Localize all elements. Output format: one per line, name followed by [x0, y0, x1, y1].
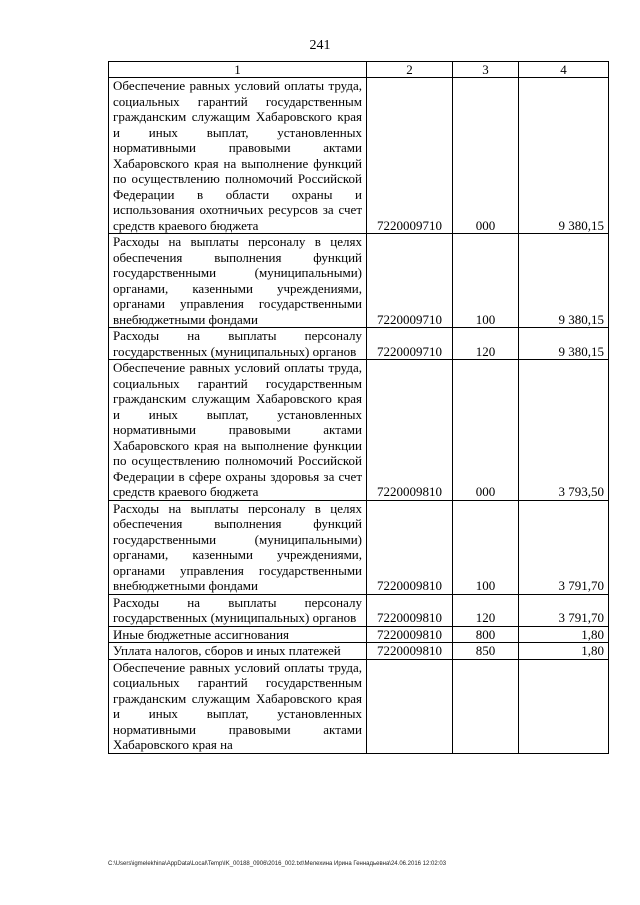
row-amount: 3 791,70: [519, 594, 609, 626]
row-description: Расходы на выплаты персоналу государственных (муниципальных) органов: [109, 328, 367, 360]
row-type: 800: [453, 626, 519, 643]
row-code: 7220009810: [367, 360, 453, 501]
row-description: Обеспечение равных условий оплаты труда, социальных гарантий государственным гражданским служащим Хабаровского края и иных выплат, установленных нормативными правовыми актами Хабаровского края на выполнение функции по осуществлению полномочий Российской Федерации в сфере охраны здоровья за счет средств краевого бюджета: [109, 360, 367, 501]
row-type: 120: [453, 328, 519, 360]
row-amount: 3 793,50: [519, 360, 609, 501]
row-code: 7220009710: [367, 234, 453, 328]
page-number: 241: [309, 38, 331, 53]
table-row: [109, 643, 609, 660]
budget-table: [108, 61, 609, 754]
row-description: Расходы на выплаты персоналу в целях обеспечения выполнения функций государственными (муниципальными) органами, казенными учреждениями, органами управления государственными внебюджетными фондами: [109, 500, 367, 594]
row-amount: 1,80: [519, 626, 609, 643]
row-type: 000: [453, 360, 519, 501]
row-code: 7220009810: [367, 500, 453, 594]
row-type: 100: [453, 500, 519, 594]
row-code: 7220009810: [367, 594, 453, 626]
column-header: 4: [519, 62, 609, 78]
row-code: 7220009810: [367, 626, 453, 643]
header-row: [109, 62, 609, 78]
row-type: [453, 659, 519, 753]
table-row: [109, 78, 609, 234]
column-header: 1: [109, 62, 367, 78]
row-type: 120: [453, 594, 519, 626]
table-row: [109, 234, 609, 328]
row-description: Расходы на выплаты персоналу государственных (муниципальных) органов: [109, 594, 367, 626]
row-amount: 1,80: [519, 643, 609, 660]
row-amount: 9 380,15: [519, 328, 609, 360]
column-header: 3: [453, 62, 519, 78]
table-row: [109, 659, 609, 753]
row-description: Обеспечение равных условий оплаты труда, социальных гарантий государственным гражданским служащим Хабаровского края и иных выплат, установленных нормативными правовыми актами Хабаровского края на выполнение функций по осуществлению полномочий Российской Федерации в области охраны и использования охотничьих ресурсов за счет средств краевого бюджета: [109, 78, 367, 234]
row-amount: 9 380,15: [519, 78, 609, 234]
table-row: [109, 328, 609, 360]
row-amount: 3 791,70: [519, 500, 609, 594]
column-header: 2: [367, 62, 453, 78]
row-amount: [519, 659, 609, 753]
file-path-footer: C:\Users\igmelekhina\AppData\Local\Temp\IK_00188_0906\2016_002.txt\Мелехина Ирина Геннадьевна\24.06.2016 12:02:03: [108, 861, 447, 867]
row-type: 000: [453, 78, 519, 234]
row-description: Иные бюджетные ассигнования: [109, 626, 367, 643]
row-code: [367, 659, 453, 753]
row-code: 7220009810: [367, 643, 453, 660]
row-description: Расходы на выплаты персоналу в целях обеспечения выполнения функций государственными (муниципальными) органами, казенными учреждениями, органами управления государственными внебюджетными фондами: [109, 234, 367, 328]
table-row: [109, 594, 609, 626]
table-row: [109, 626, 609, 643]
row-description: Уплата налогов, сборов и иных платежей: [109, 643, 367, 660]
row-code: 7220009710: [367, 78, 453, 234]
table-row: [109, 360, 609, 501]
row-code: 7220009710: [367, 328, 453, 360]
row-type: 850: [453, 643, 519, 660]
row-description: Обеспечение равных условий оплаты труда, социальных гарантий государственным гражданским служащим Хабаровского края и иных выплат, установленных нормативными правовыми актами Хабаровского края на: [109, 659, 367, 753]
table-row: [109, 500, 609, 594]
row-type: 100: [453, 234, 519, 328]
row-amount: 9 380,15: [519, 234, 609, 328]
